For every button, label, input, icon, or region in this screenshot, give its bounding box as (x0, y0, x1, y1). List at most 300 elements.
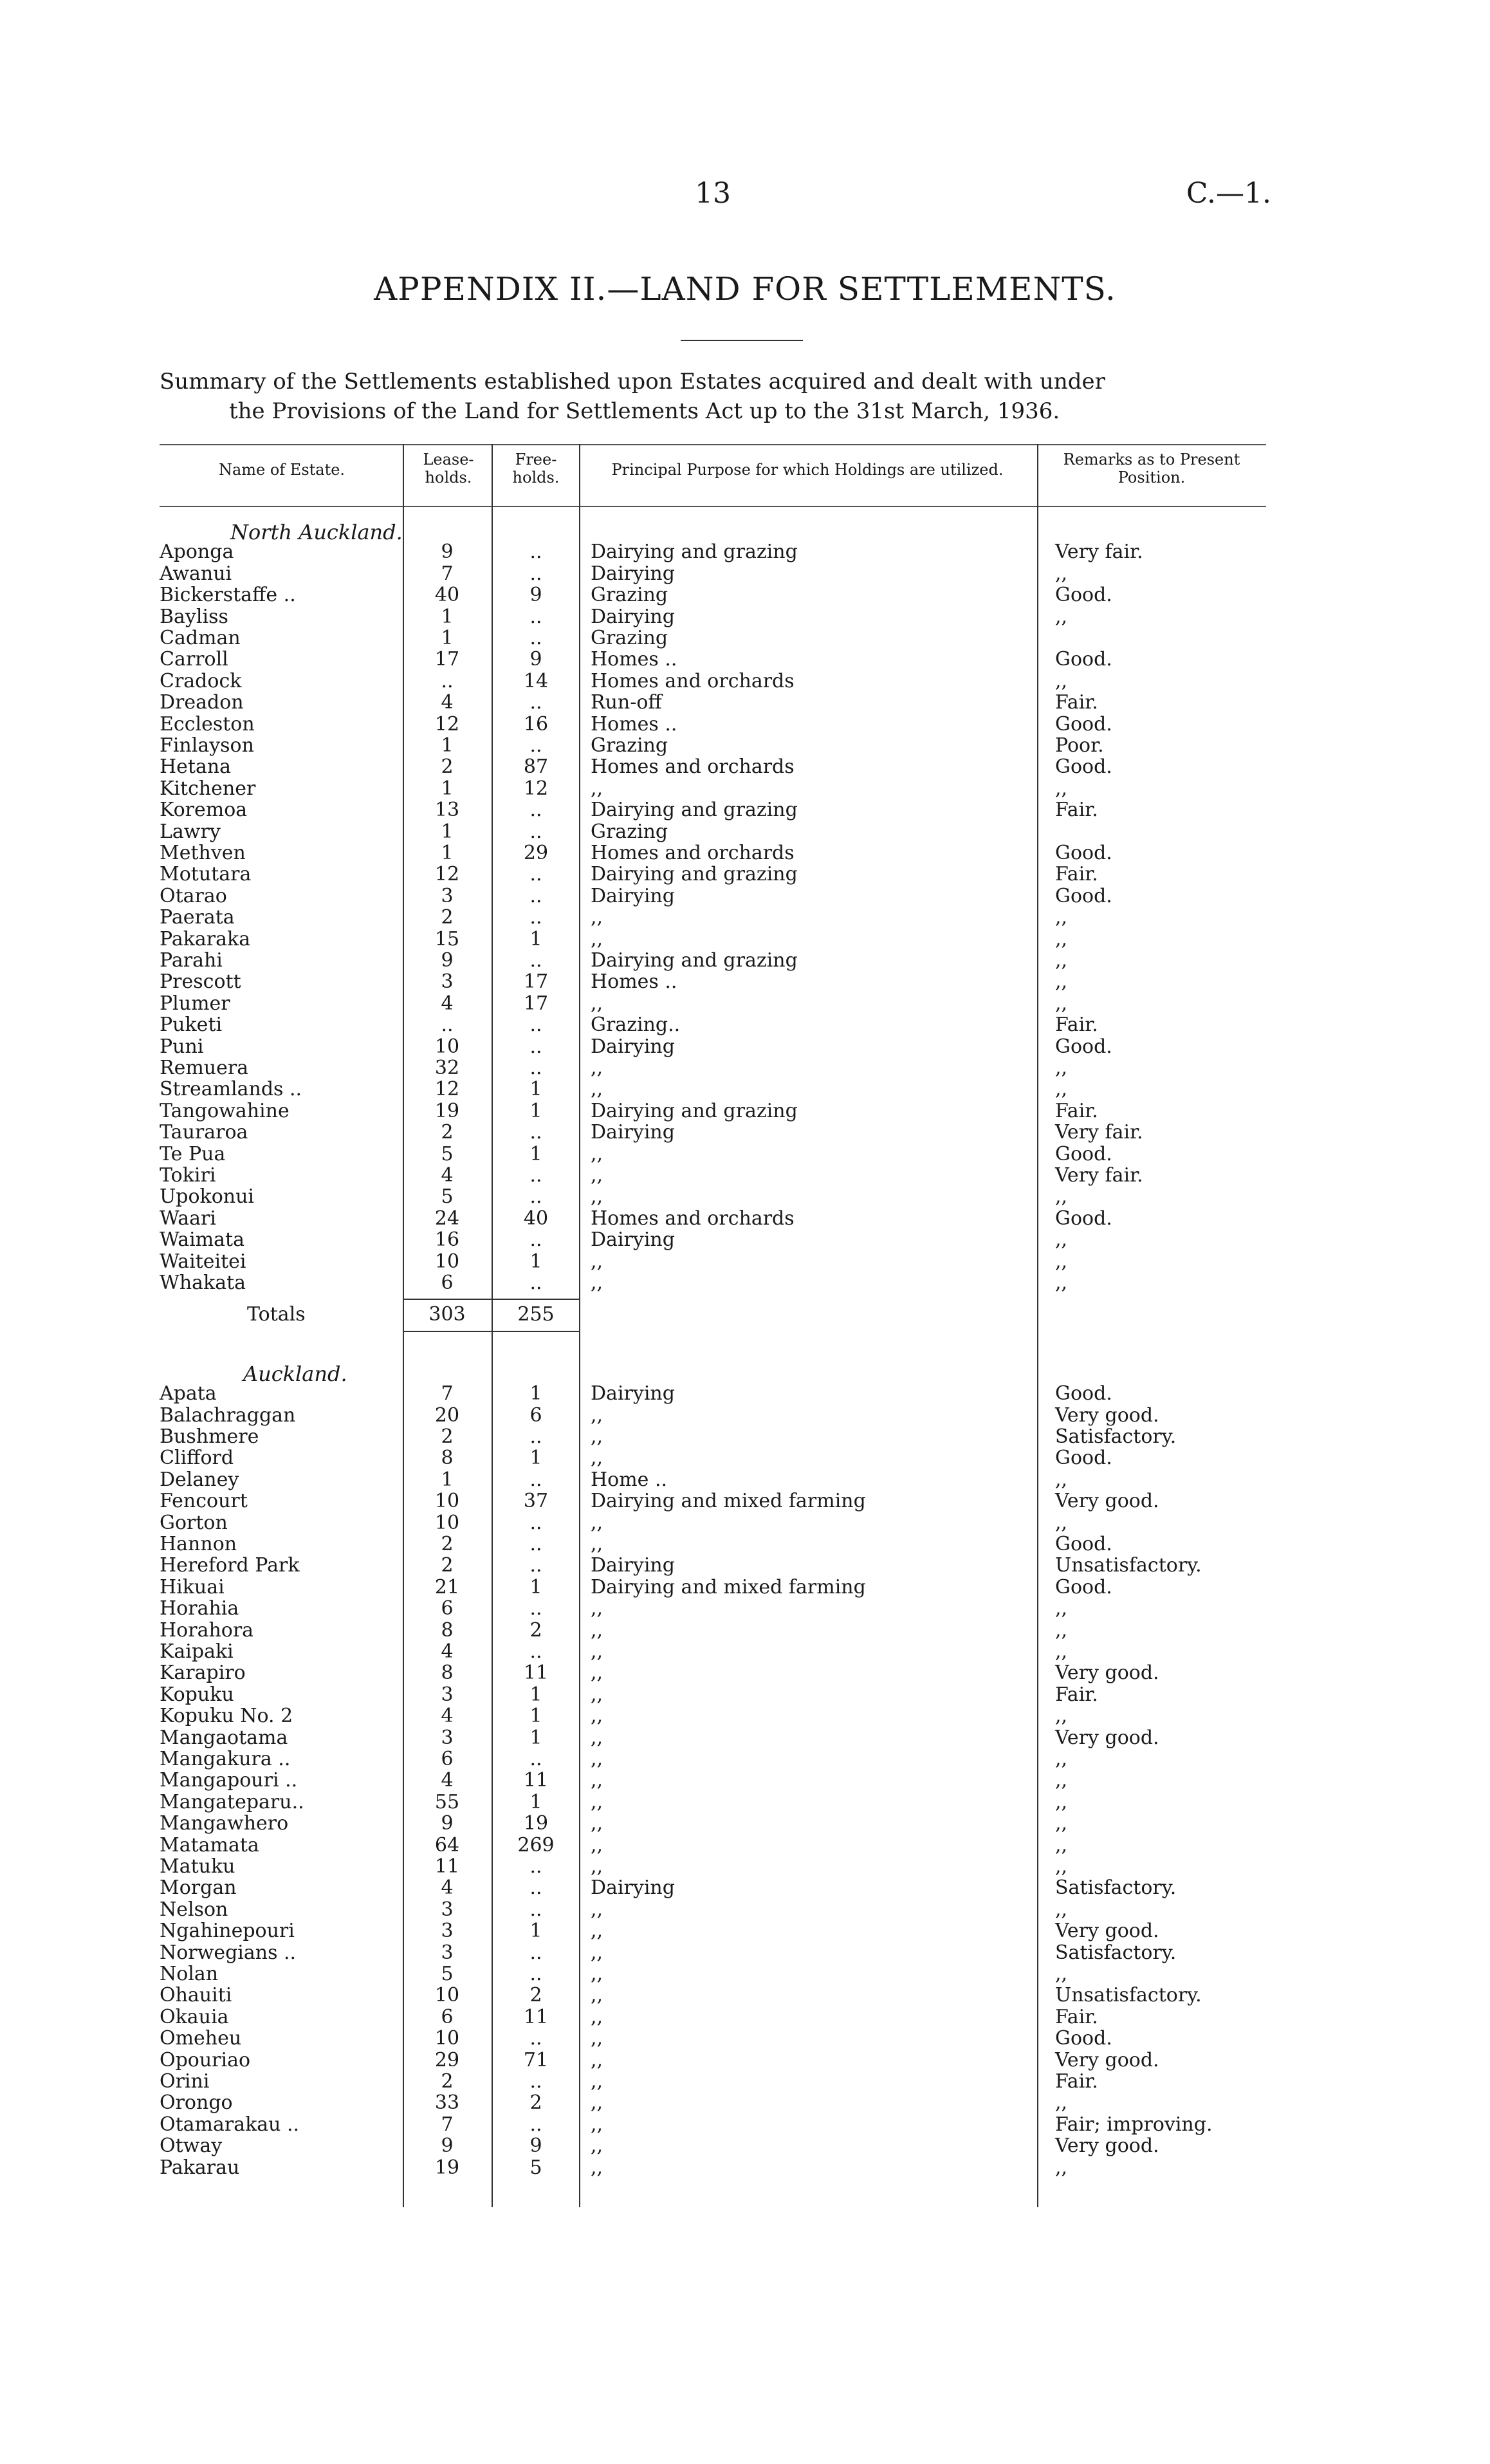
leaseholds-value: 9 (441, 949, 454, 972)
purpose-value: Dairying and grazing (591, 863, 798, 886)
estate-name: Tangowahine (160, 1099, 290, 1122)
purpose-value: Dairying (591, 1554, 675, 1577)
leaseholds-value: 5 (441, 1185, 454, 1209)
remark-value: ,, (1055, 1705, 1068, 1728)
estate-name: Matamata (160, 1833, 259, 1857)
leaseholds-value: 9 (441, 1812, 454, 1835)
estate-name: Prescott (160, 970, 241, 994)
page-number: 13 (695, 177, 731, 210)
purpose-value: ,, (591, 1833, 603, 1857)
remark-value: Very fair. (1055, 541, 1143, 564)
column-divider-1 (403, 444, 404, 2207)
remark-value: Good. (1055, 1035, 1112, 1058)
purpose-value: ,, (591, 1250, 603, 1273)
leaseholds-value: 12 (434, 712, 460, 736)
estate-name: Tokiri (160, 1164, 216, 1187)
leaseholds-value: 12 (434, 863, 460, 886)
caption-line-2: the Provisions of the Land for Settlements Act up to the 31st March, 1936. (229, 398, 1060, 424)
remark-value: Good. (1055, 1207, 1112, 1230)
estate-name: Hikuai (160, 1575, 225, 1598)
leaseholds-value: .. (441, 1014, 454, 1037)
estate-name: Motutara (160, 863, 252, 886)
purpose-value: ,, (591, 1640, 603, 1663)
remark-value: ,, (1055, 1511, 1068, 1534)
freeholds-value: 1 (529, 1447, 542, 1470)
freeholds-value: 1 (529, 1250, 542, 1273)
remark-value: ,, (1055, 1833, 1068, 1857)
estate-name: Lawry (160, 820, 221, 843)
estate-name: Hetana (160, 755, 232, 779)
remark-value: ,, (1055, 777, 1068, 800)
leaseholds-value: 4 (441, 1164, 454, 1187)
freeholds-value: 269 (517, 1833, 555, 1857)
estate-name: Nolan (160, 1963, 219, 1985)
leaseholds-value: 5 (441, 1142, 454, 1165)
freeholds-value: 9 (529, 584, 542, 607)
freeholds-value: .. (529, 1425, 542, 1448)
remark-value: Fair. (1055, 2070, 1098, 2093)
remark-value: Fair. (1055, 1683, 1098, 1706)
freeholds-value: .. (529, 1533, 542, 1555)
freeholds-value: 1 (529, 927, 542, 950)
purpose-value: Dairying (591, 562, 675, 585)
estate-name: Matuku (160, 1855, 235, 1878)
purpose-value: Homes and orchards (591, 842, 795, 864)
leaseholds-value: .. (441, 669, 454, 692)
freeholds-value: 9 (529, 2135, 542, 2158)
purpose-value: ,, (591, 1425, 603, 1448)
estate-name: Delaney (160, 1468, 239, 1491)
remark-value: Good. (1055, 842, 1112, 864)
document-reference: C.—1. (1186, 177, 1271, 210)
section-title: North Auckland. (230, 520, 403, 544)
purpose-value: ,, (591, 1511, 603, 1534)
freeholds-value: 17 (523, 970, 549, 994)
freeholds-value: .. (529, 1511, 542, 1534)
remark-value: Good. (1055, 1382, 1112, 1405)
leaseholds-value: 1 (441, 734, 454, 757)
leaseholds-value: 5 (441, 1963, 454, 1985)
estate-name: Waari (160, 1207, 216, 1230)
totals-top-rule (403, 1299, 579, 1300)
remark-value: Very good. (1055, 1490, 1159, 1513)
remark-value: Very good. (1055, 1403, 1159, 1427)
leaseholds-value: 21 (434, 1575, 460, 1598)
remark-value: Good. (1055, 584, 1112, 607)
remark-value: Good. (1055, 648, 1112, 671)
freeholds-value: .. (529, 1876, 542, 1900)
freeholds-value: 71 (523, 2048, 549, 2071)
estate-name: Karapiro (160, 1662, 246, 1685)
purpose-value: ,, (591, 2156, 603, 2179)
remark-value: ,, (1055, 906, 1068, 929)
remark-value: Fair. (1055, 1014, 1098, 1037)
freeholds-value: .. (529, 1121, 542, 1144)
estate-name: Mangakura .. (160, 1748, 291, 1770)
estate-name: Hereford Park (160, 1554, 300, 1577)
freeholds-value: .. (529, 906, 542, 929)
freeholds-value: .. (529, 799, 542, 822)
remark-value: Unsatisfactory. (1055, 1554, 1202, 1577)
purpose-value: ,, (591, 1618, 603, 1642)
purpose-value: Run-off (591, 691, 662, 714)
remark-value: ,, (1055, 1250, 1068, 1273)
remark-value: Very fair. (1055, 1164, 1143, 1187)
estate-name: Okauia (160, 2005, 229, 2028)
leaseholds-value: 9 (441, 2135, 454, 2158)
leaseholds-value: 20 (434, 1403, 460, 1427)
purpose-value: ,, (591, 1662, 603, 1685)
remark-value: Good. (1055, 2027, 1112, 2050)
freeholds-value: .. (529, 691, 542, 714)
purpose-value: Dairying (591, 1228, 675, 1252)
freeholds-value: 6 (529, 1403, 542, 1427)
freeholds-value: 1 (529, 1078, 542, 1101)
leaseholds-value: 10 (434, 1511, 460, 1534)
purpose-value: Dairying and grazing (591, 541, 798, 564)
purpose-value: ,, (591, 1920, 603, 1943)
title-divider (681, 340, 803, 341)
purpose-value: Homes .. (591, 712, 677, 736)
leaseholds-value: 3 (441, 1683, 454, 1706)
leaseholds-value: 4 (441, 1640, 454, 1663)
leaseholds-value: 2 (441, 1533, 454, 1555)
freeholds-value: 1 (529, 1575, 542, 1598)
remark-value: Very good. (1055, 1726, 1159, 1749)
estate-name: Plumer (160, 992, 230, 1015)
estate-name: Nelson (160, 1898, 228, 1921)
remark-value: ,, (1055, 1272, 1068, 1294)
caption-line-1: Summary of the Settlements established upon Estates acquired and dealt with under (160, 369, 1105, 394)
purpose-value: Grazing.. (591, 1014, 681, 1037)
remark-value: ,, (1055, 562, 1068, 585)
leaseholds-value: 64 (434, 1833, 460, 1857)
purpose-value: ,, (591, 1057, 603, 1079)
estate-name: Koremoa (160, 799, 248, 822)
leaseholds-value: 3 (441, 970, 454, 994)
estate-name: Puni (160, 1035, 204, 1058)
freeholds-value: .. (529, 1185, 542, 1209)
freeholds-value: .. (529, 2113, 542, 2136)
estate-name: Otarao (160, 884, 227, 907)
purpose-value: ,, (591, 1683, 603, 1706)
purpose-value: ,, (591, 1185, 603, 1209)
freeholds-value: .. (529, 1035, 542, 1058)
remark-value: Unsatisfactory. (1055, 1984, 1202, 2007)
purpose-value: Dairying (591, 1876, 675, 1900)
estate-name: Cadman (160, 627, 241, 649)
leaseholds-value: 1 (441, 842, 454, 864)
freeholds-value: 5 (529, 2156, 542, 2179)
remark-value: Good. (1055, 1447, 1112, 1470)
freeholds-value: 12 (523, 777, 549, 800)
freeholds-value: 1 (529, 1142, 542, 1165)
freeholds-value: 11 (523, 1662, 549, 1685)
freeholds-value: 1 (529, 1726, 542, 1749)
freeholds-value: 1 (529, 1705, 542, 1728)
estate-name: Orongo (160, 2091, 233, 2115)
estate-name: Kaipaki (160, 1640, 234, 1663)
estate-name: Methven (160, 842, 246, 864)
column-divider-3 (579, 444, 580, 2207)
purpose-value: Homes and orchards (591, 669, 795, 692)
column-header-remarks: Remarks as to Present Position. (1063, 450, 1240, 486)
freeholds-value: .. (529, 1941, 542, 1964)
freeholds-value: .. (529, 1014, 542, 1037)
estate-name: Mangateparu.. (160, 1790, 304, 1813)
leaseholds-value: 7 (441, 2113, 454, 2136)
remark-value: Very good. (1055, 1662, 1159, 1685)
purpose-value: Grazing (591, 627, 668, 649)
purpose-value: ,, (591, 1812, 603, 1835)
leaseholds-value: 7 (441, 562, 454, 585)
estate-name: Opouriao (160, 2048, 251, 2071)
totals-label: Totals (247, 1303, 306, 1326)
leaseholds-value: 13 (434, 799, 460, 822)
remark-value: Good. (1055, 1575, 1112, 1598)
leaseholds-value: 4 (441, 992, 454, 1015)
purpose-value: ,, (591, 1726, 603, 1749)
remark-value: Very good. (1055, 2048, 1159, 2071)
leaseholds-value: 3 (441, 1898, 454, 1921)
estate-name: Puketi (160, 1014, 223, 1037)
estate-name: Remuera (160, 1057, 249, 1079)
estate-name: Otamarakau .. (160, 2113, 300, 2136)
remark-value: Very good. (1055, 2135, 1159, 2158)
remark-value: Very fair. (1055, 1121, 1143, 1144)
estate-name: Bayliss (160, 605, 228, 628)
purpose-value: ,, (591, 1855, 603, 1878)
estate-name: Carroll (160, 648, 228, 671)
totals-leaseholds: 303 (428, 1303, 466, 1326)
estate-name: Dreadon (160, 691, 244, 714)
purpose-value: ,, (591, 1272, 603, 1294)
leaseholds-value: 8 (441, 1662, 454, 1685)
section-title: Auckland. (243, 1361, 347, 1386)
table-header-rule (160, 506, 1266, 507)
remark-value: ,, (1055, 1855, 1068, 1878)
purpose-value: ,, (591, 1447, 603, 1470)
remark-value: ,, (1055, 1618, 1068, 1642)
totals-bottom-rule (403, 1331, 579, 1332)
freeholds-value: 11 (523, 1769, 549, 1792)
purpose-value: Grazing (591, 820, 668, 843)
leaseholds-value: 11 (434, 1855, 460, 1878)
leaseholds-value: 8 (441, 1618, 454, 1642)
remark-value: Fair. (1055, 691, 1098, 714)
estate-name: Gorton (160, 1511, 228, 1534)
purpose-value: Dairying and grazing (591, 1099, 798, 1122)
leaseholds-value: 6 (441, 1597, 454, 1620)
purpose-value: Homes and orchards (591, 755, 795, 779)
freeholds-value: 16 (523, 712, 549, 736)
leaseholds-value: 33 (434, 2091, 460, 2115)
leaseholds-value: 3 (441, 1726, 454, 1749)
purpose-value: ,, (591, 1533, 603, 1555)
estate-name: Fencourt (160, 1490, 248, 1513)
freeholds-value: .. (529, 734, 542, 757)
purpose-value: ,, (591, 1963, 603, 1985)
leaseholds-value: 2 (441, 1121, 454, 1144)
leaseholds-value: 40 (434, 584, 460, 607)
freeholds-value: .. (529, 1057, 542, 1079)
purpose-value: ,, (591, 1597, 603, 1620)
column-divider-4 (1037, 444, 1038, 2207)
purpose-value: Homes .. (591, 648, 677, 671)
remark-value: ,, (1055, 1185, 1068, 1209)
totals-freeholds: 255 (517, 1303, 555, 1326)
remark-value: ,, (1055, 970, 1068, 994)
remark-value: ,, (1055, 669, 1068, 692)
leaseholds-value: 9 (441, 541, 454, 564)
estate-name: Parahi (160, 949, 223, 972)
estate-name: Tauraroa (160, 1121, 248, 1144)
leaseholds-value: 2 (441, 2070, 454, 2093)
freeholds-value: 29 (523, 842, 549, 864)
remark-value: ,, (1055, 605, 1068, 628)
estate-name: Whakata (160, 1272, 246, 1294)
estate-name: Streamlands .. (160, 1078, 302, 1101)
estate-name: Kitchener (160, 777, 256, 800)
estate-name: Bickerstaffe .. (160, 584, 296, 607)
remark-value: ,, (1055, 2091, 1068, 2115)
leaseholds-value: 16 (434, 1228, 460, 1252)
leaseholds-value: 24 (434, 1207, 460, 1230)
freeholds-value: .. (529, 1748, 542, 1770)
remark-value: ,, (1055, 1228, 1068, 1252)
remark-value: ,, (1055, 927, 1068, 950)
purpose-value: Home .. (591, 1468, 668, 1491)
freeholds-value: .. (529, 820, 542, 843)
estate-name: Aponga (160, 541, 234, 564)
estate-name: Horahora (160, 1618, 254, 1642)
freeholds-value: .. (529, 1164, 542, 1187)
freeholds-value: .. (529, 1640, 542, 1663)
leaseholds-value: 1 (441, 777, 454, 800)
purpose-value: Dairying and mixed farming (591, 1575, 866, 1598)
remark-value: Very good. (1055, 1920, 1159, 1943)
freeholds-value: 1 (529, 1382, 542, 1405)
freeholds-value: 19 (523, 1812, 549, 1835)
leaseholds-value: 10 (434, 1035, 460, 1058)
freeholds-value: 9 (529, 648, 542, 671)
leaseholds-value: 4 (441, 691, 454, 714)
freeholds-value: .. (529, 562, 542, 585)
leaseholds-value: 10 (434, 1490, 460, 1513)
purpose-value: ,, (591, 927, 603, 950)
estate-name: Waiteitei (160, 1250, 246, 1273)
purpose-value: ,, (591, 1898, 603, 1921)
purpose-value: Homes .. (591, 970, 677, 994)
purpose-value: Grazing (591, 584, 668, 607)
freeholds-value: 87 (523, 755, 549, 779)
estate-name: Eccleston (160, 712, 255, 736)
purpose-value: Dairying (591, 1121, 675, 1144)
remark-value: ,, (1055, 949, 1068, 972)
estate-name: Ngahinepouri (160, 1920, 295, 1943)
estate-name: Mangaotama (160, 1726, 288, 1749)
remark-value: Satisfactory. (1055, 1425, 1177, 1448)
freeholds-value: 14 (523, 669, 549, 692)
purpose-value: ,, (591, 1748, 603, 1770)
purpose-value: Dairying and mixed farming (591, 1490, 866, 1513)
remark-value: Good. (1055, 884, 1112, 907)
remark-value: ,, (1055, 1790, 1068, 1813)
column-header-purpose: Principal Purpose for which Holdings are utilized. (611, 461, 1004, 479)
estate-name: Kopuku No. 2 (160, 1705, 293, 1728)
remark-value: ,, (1055, 1057, 1068, 1079)
freeholds-value: 1 (529, 1920, 542, 1943)
leaseholds-value: 1 (441, 627, 454, 649)
freeholds-value: .. (529, 2027, 542, 2050)
estate-name: Mangapouri .. (160, 1769, 298, 1792)
estate-name: Hannon (160, 1533, 237, 1555)
freeholds-value: 40 (523, 1207, 549, 1230)
leaseholds-value: 10 (434, 2027, 460, 2050)
remark-value: ,, (1055, 992, 1068, 1015)
remark-value: Satisfactory. (1055, 1876, 1177, 1900)
purpose-value: ,, (591, 1984, 603, 2007)
purpose-value: ,, (591, 1142, 603, 1165)
freeholds-value: .. (529, 1597, 542, 1620)
leaseholds-value: 2 (441, 755, 454, 779)
table-caption (160, 367, 1266, 426)
purpose-value: Dairying and grazing (591, 949, 798, 972)
purpose-value: ,, (591, 2005, 603, 2028)
leaseholds-value: 10 (434, 1250, 460, 1273)
purpose-value: ,, (591, 1164, 603, 1187)
purpose-value: ,, (591, 992, 603, 1015)
estate-name: Clifford (160, 1447, 234, 1470)
remark-value: ,, (1055, 2156, 1068, 2179)
estate-name: Waimata (160, 1228, 244, 1252)
estate-name: Finlayson (160, 734, 254, 757)
leaseholds-value: 55 (434, 1790, 460, 1813)
leaseholds-value: 4 (441, 1705, 454, 1728)
freeholds-value: .. (529, 1228, 542, 1252)
leaseholds-value: 2 (441, 1554, 454, 1577)
purpose-value: ,, (591, 1078, 603, 1101)
purpose-value: Dairying (591, 1035, 675, 1058)
remark-value: Satisfactory. (1055, 1941, 1177, 1964)
estate-name: Apata (160, 1382, 217, 1405)
freeholds-value: 37 (523, 1490, 549, 1513)
purpose-value: ,, (591, 2048, 603, 2071)
freeholds-value: 2 (529, 2091, 542, 2115)
table-top-rule (160, 444, 1266, 445)
remark-value: Fair; improving. (1055, 2113, 1213, 2136)
leaseholds-value: 4 (441, 1876, 454, 1900)
purpose-value: ,, (591, 906, 603, 929)
estate-name: Te Pua (160, 1142, 226, 1165)
freeholds-value: 1 (529, 1683, 542, 1706)
freeholds-value: .. (529, 605, 542, 628)
estate-name: Upokonui (160, 1185, 255, 1209)
freeholds-value: .. (529, 1898, 542, 1921)
leaseholds-value: 3 (441, 884, 454, 907)
remark-value: ,, (1055, 1963, 1068, 1985)
freeholds-value: .. (529, 1272, 542, 1294)
purpose-value: ,, (591, 2135, 603, 2158)
estate-name: Balachraggan (160, 1403, 296, 1427)
estate-name: Otway (160, 2135, 223, 2158)
remark-value: ,, (1055, 1769, 1068, 1792)
remark-value: ,, (1055, 1812, 1068, 1835)
estate-name: Pakarau (160, 2156, 240, 2179)
remark-value: Poor. (1055, 734, 1104, 757)
remark-value: Fair. (1055, 1099, 1098, 1122)
purpose-value: ,, (591, 2070, 603, 2093)
